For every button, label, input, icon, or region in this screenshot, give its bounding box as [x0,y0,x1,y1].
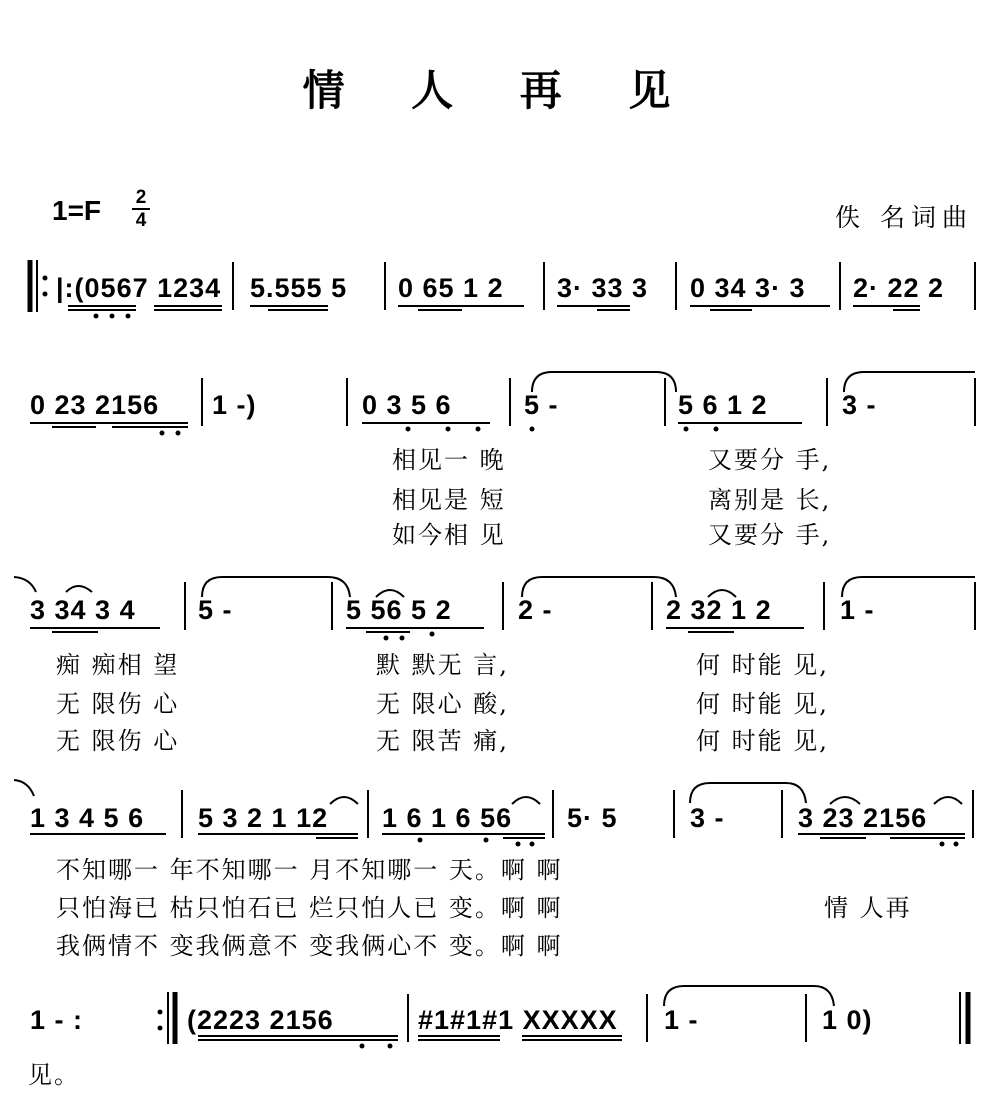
repeat-dot [158,1026,163,1031]
row5-lyric: 见。 [28,1061,80,1089]
row3-lyric-v1-c: 何 时能 见, [696,651,829,679]
row2-lyric-v3-a: 如今相 见 [392,521,506,549]
octave-dot [516,842,521,847]
tie [512,797,540,804]
octave-dot [940,842,945,847]
row2-measure-6: 3 - [842,390,877,420]
octave-dot [388,1044,393,1049]
row4-measure-1: 1 3 4 5 6 [30,803,145,833]
octave-dot [476,427,481,432]
row3-lyric-v2-c: 何 时能 见, [696,690,829,718]
octave-dot [160,431,165,436]
repeat-dot [43,292,48,297]
row2-lyric-v1-b: 又要分 手, [708,446,832,474]
octave-dot [400,636,405,641]
tie [330,797,358,804]
row4-measure-6: 3 23 2156 [798,803,928,833]
octave-dot [530,427,535,432]
octave-dot [384,636,389,641]
row2-measure-2: 1 -) [212,390,257,420]
row2-lyric-v3-b: 又要分 手, [708,521,832,549]
octave-dot [954,842,959,847]
row1-measure-6: 2· 22 2 [853,273,945,303]
row3-measure-2: 5 - [198,595,233,625]
octave-dot [360,1044,365,1049]
octave-dot [684,427,689,432]
row4-lyric-v3: 我俩情不 变我俩意不 变我俩心不 变。啊 啊 [56,932,563,960]
row3-lyric-v3-a: 无 限伤 心 [56,727,180,755]
row3-lyric-v1-a: 痴 痴相 望 [56,651,180,679]
song-title: 情 人 再 见 [302,66,697,115]
tie [14,780,34,796]
row3-measure-5: 2 32 1 2 [666,595,772,625]
tie [934,797,962,804]
tie [202,577,350,597]
octave-dot [406,427,411,432]
row4-lyric-v2: 只怕海已 枯只怕石已 烂只怕人已 变。啊 啊 [56,894,563,922]
row3-measure-6: 1 - [840,595,875,625]
row5-measure-1: 1 - : [30,1005,84,1035]
row2-measure-5: 5 6 1 2 [678,390,768,420]
tie [376,590,404,597]
row4-lyric-v1: 不知哪一 年不知哪一 月不知哪一 天。啊 啊 [56,856,563,884]
row4-measure-5: 3 - [690,803,725,833]
row4-lyric-refrain: 情 人再 [824,894,912,922]
row3-lyric-v2-a: 无 限伤 心 [56,690,180,718]
tie [708,590,736,597]
row2-measure-3: 0 3 5 6 [362,390,452,420]
octave-dot [484,838,489,843]
tie [690,783,806,803]
octave-dot [714,427,719,432]
tie [66,586,92,592]
row2-measure-4: 5 - [524,390,559,420]
composer-credit: 佚 名词曲 [835,203,973,232]
row1-measure-1: |:(0567 1234 [56,273,222,303]
octave-dot [530,842,535,847]
octave-dot [94,314,99,319]
row3-lyric-v3-c: 何 时能 见, [696,727,829,755]
key-signature: 1=F [52,195,102,226]
row4-measure-4: 5· 5 [567,803,618,833]
repeat-dot [43,276,48,281]
row5-measure-4: 1 - [664,1005,699,1035]
time-signature-top: 2 [135,187,147,208]
row1-measure-3: 0 65 1 2 [398,273,504,303]
row3-lyric-v3-b: 无 限苦 痛, [376,727,509,755]
octave-dot [430,632,435,637]
octave-dot [446,427,451,432]
octave-dot [176,431,181,436]
row1-measure-4: 3· 33 3 [557,273,649,303]
row5-measure-5: 1 0) [822,1005,873,1035]
octave-dot [110,314,115,319]
row5-measure-3: #1#1#1 XXXXX [418,1005,618,1035]
time-signature-bottom: 4 [135,210,147,231]
row3-measure-1: 3 34 3 4 [30,595,136,625]
tie [664,986,834,1006]
repeat-dot [158,1010,163,1015]
row3-measure-4: 2 - [518,595,553,625]
octave-dot [418,838,423,843]
row1-measure-5: 0 34 3· 3 [690,273,806,303]
tie [842,577,975,597]
row5-measure-2: (2223 2156 [187,1005,334,1035]
row2-measure-1: 0 23 2156 [30,390,160,420]
tie [830,797,860,804]
row4-measure-3: 1 6 1 6 56 [382,803,513,833]
octave-dot [126,314,131,319]
row3-measure-3: 5 56 5 2 [346,595,452,625]
row2-lyric-v1-a: 相见一 晚 [392,446,506,474]
row2-lyric-v2-a: 相见是 短 [392,486,506,514]
row4-measure-2: 5 3 2 1 12 [198,803,329,833]
tie [532,372,676,392]
row3-lyric-v1-b: 默 默无 言, [376,651,509,679]
tie [844,372,975,392]
row1-measure-2: 5.555 5 [250,273,348,303]
row2-lyric-v2-b: 离别是 长, [708,486,832,514]
tie [14,577,36,592]
row3-lyric-v2-b: 无 限心 酸, [376,690,509,718]
